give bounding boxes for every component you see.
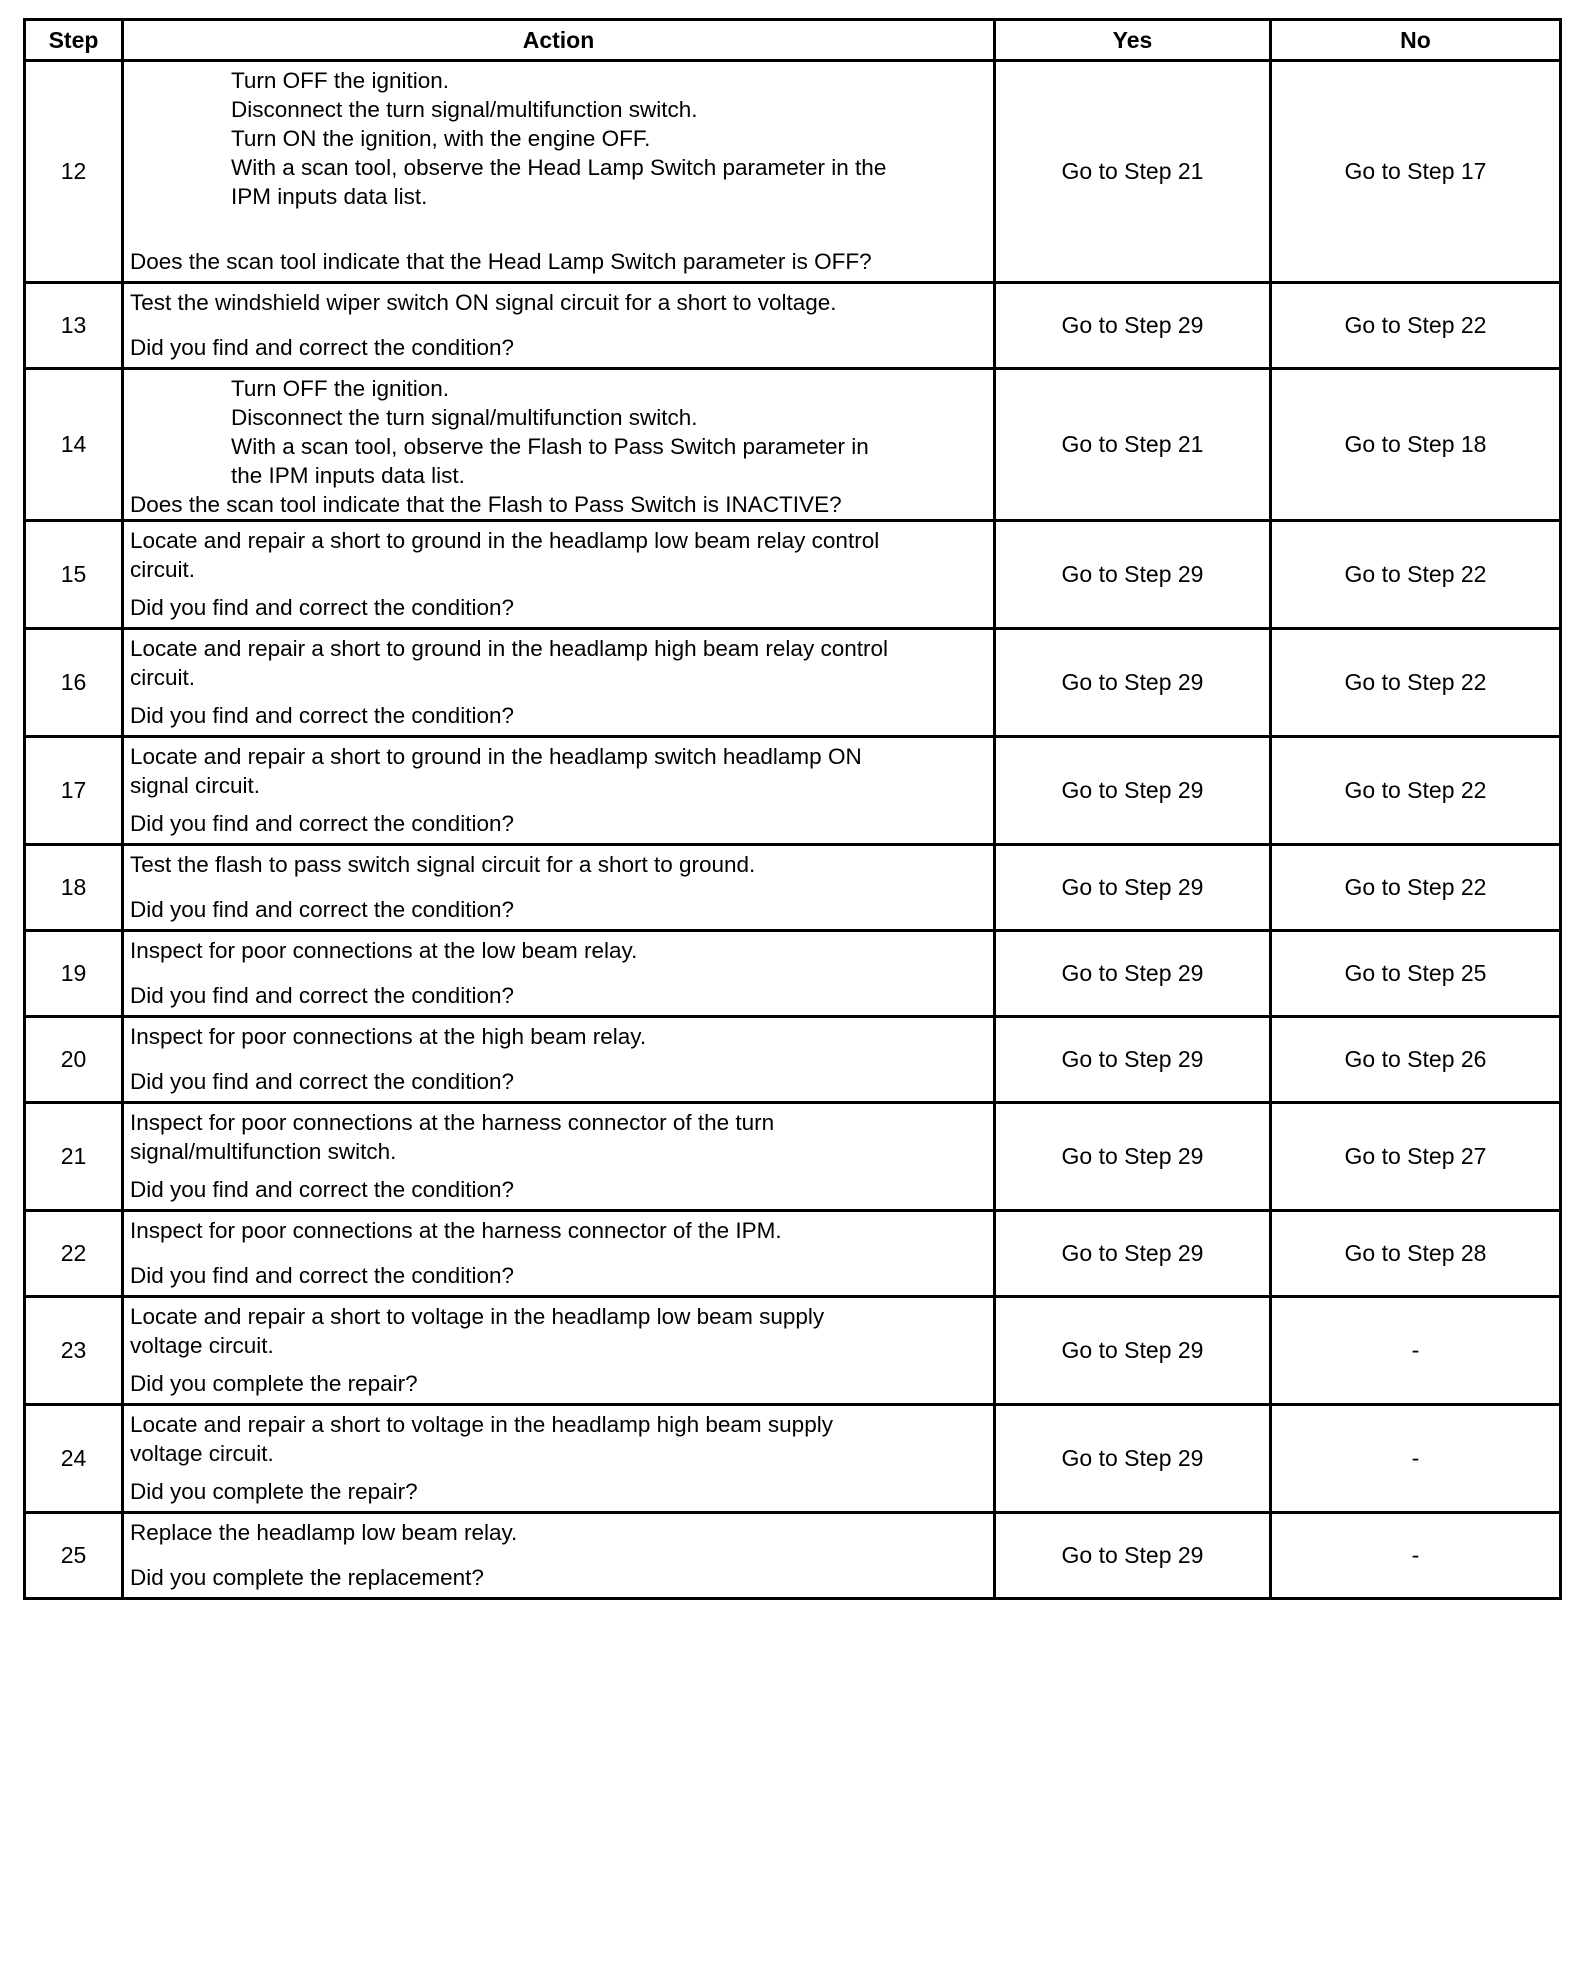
- table-row: [25, 737, 1561, 845]
- action-instruction: Replace the headlamp low beam relay.: [130, 1520, 518, 1545]
- no-result: Go to Step 27: [1271, 1103, 1561, 1211]
- header-action: Action: [123, 20, 995, 61]
- action-instruction: Test the windshield wiper switch ON signal circuit for a short to voltage.: [130, 290, 837, 315]
- yes-result: Go to Step 21: [995, 369, 1271, 521]
- action-question: Did you complete the repair?: [130, 1371, 418, 1396]
- table-row: [25, 931, 1561, 1017]
- no-result: Go to Step 22: [1271, 283, 1561, 369]
- yes-result: Go to Step 29: [995, 1297, 1271, 1405]
- yes-result: Go to Step 29: [995, 737, 1271, 845]
- action-cell: [123, 61, 995, 283]
- action-question: Did you complete the repair?: [130, 1479, 418, 1504]
- action-cell: [123, 369, 995, 521]
- table-body: [25, 61, 1561, 1599]
- action-instruction: Locate and repair a short to ground in the headlamp switch headlamp ON signal circuit.: [130, 744, 862, 798]
- action-cell: [123, 1405, 995, 1513]
- step-number: 25: [25, 1513, 123, 1599]
- table-row: [25, 61, 1561, 283]
- table-row: [25, 1297, 1561, 1405]
- step-number: 20: [25, 1017, 123, 1103]
- yes-result: Go to Step 29: [995, 1017, 1271, 1103]
- action-instruction: Inspect for poor connections at the harness connector of the turn signal/multifunction switch.: [130, 1110, 775, 1164]
- action-question: Did you find and correct the condition?: [130, 335, 514, 360]
- yes-result: Go to Step 29: [995, 521, 1271, 629]
- table-row: [25, 1017, 1561, 1103]
- action-cell: [123, 283, 995, 369]
- action-question: Did you complete the replacement?: [130, 1565, 484, 1590]
- no-result: Go to Step 17: [1271, 61, 1561, 283]
- table-row: [25, 369, 1561, 521]
- action-cell: [123, 521, 995, 629]
- no-result: -: [1271, 1405, 1561, 1513]
- action-cell: [123, 737, 995, 845]
- yes-result: Go to Step 29: [995, 1513, 1271, 1599]
- no-result: -: [1271, 1513, 1561, 1599]
- no-result: Go to Step 26: [1271, 1017, 1561, 1103]
- action-cell: [123, 629, 995, 737]
- step-number: 23: [25, 1297, 123, 1405]
- no-result: Go to Step 28: [1271, 1211, 1561, 1297]
- step-number: 21: [25, 1103, 123, 1211]
- action-instruction: Locate and repair a short to ground in the headlamp low beam relay control circuit.: [130, 528, 880, 582]
- action-question: Does the scan tool indicate that the Flash to Pass Switch is INACTIVE?: [130, 492, 842, 517]
- action-cell: [123, 1297, 995, 1405]
- table-row: [25, 1405, 1561, 1513]
- no-result: Go to Step 22: [1271, 845, 1561, 931]
- no-result: Go to Step 25: [1271, 931, 1561, 1017]
- action-question: Did you find and correct the condition?: [130, 1069, 514, 1094]
- action-instruction: Locate and repair a short to voltage in the headlamp high beam supply voltage circuit.: [130, 1412, 833, 1466]
- yes-result: Go to Step 29: [995, 629, 1271, 737]
- table-row: [25, 629, 1561, 737]
- step-number: 15: [25, 521, 123, 629]
- step-number: 24: [25, 1405, 123, 1513]
- step-number: 17: [25, 737, 123, 845]
- step-number: 14: [25, 369, 123, 521]
- action-cell: [123, 1211, 995, 1297]
- yes-result: Go to Step 29: [995, 1211, 1271, 1297]
- action-cell: [123, 845, 995, 931]
- action-question: Did you find and correct the condition?: [130, 897, 514, 922]
- action-question: Did you find and correct the condition?: [130, 1263, 514, 1288]
- action-question: Did you find and correct the condition?: [130, 983, 514, 1008]
- action-instruction: Inspect for poor connections at the low beam relay.: [130, 938, 638, 963]
- action-question: Did you find and correct the condition?: [130, 595, 514, 620]
- action-question: Did you find and correct the condition?: [130, 1177, 514, 1202]
- yes-result: Go to Step 29: [995, 931, 1271, 1017]
- step-number: 18: [25, 845, 123, 931]
- action-cell: [123, 931, 995, 1017]
- action-question: Did you find and correct the condition?: [130, 811, 514, 836]
- table-row: [25, 845, 1561, 931]
- table-row: [25, 1103, 1561, 1211]
- action-instruction: Locate and repair a short to ground in the headlamp high beam relay control circuit.: [130, 636, 888, 690]
- action-question: Does the scan tool indicate that the Head Lamp Switch parameter is OFF?: [130, 249, 872, 274]
- action-question: Did you find and correct the condition?: [130, 703, 514, 728]
- yes-result: Go to Step 29: [995, 1405, 1271, 1513]
- no-result: Go to Step 22: [1271, 521, 1561, 629]
- action-instruction: Turn OFF the ignition. Disconnect the turn signal/multifunction switch. Turn ON the ignition, with the engine OFF. With a scan tool, observe the Head Lamp Switch parameter in the IPM inputs data list.: [231, 68, 887, 209]
- action-cell: [123, 1513, 995, 1599]
- header-no: No: [1271, 20, 1561, 61]
- header-yes: Yes: [995, 20, 1271, 61]
- header-step: Step: [25, 20, 123, 61]
- no-result: Go to Step 22: [1271, 629, 1561, 737]
- action-cell: [123, 1103, 995, 1211]
- step-number: 22: [25, 1211, 123, 1297]
- diagnostic-table: [23, 18, 1562, 1600]
- table-row: [25, 1513, 1561, 1599]
- step-number: 16: [25, 629, 123, 737]
- action-instruction: Inspect for poor connections at the high beam relay.: [130, 1024, 647, 1049]
- action-instruction: Inspect for poor connections at the harness connector of the IPM.: [130, 1218, 782, 1243]
- action-instruction: Locate and repair a short to voltage in the headlamp low beam supply voltage circuit.: [130, 1304, 825, 1358]
- no-result: Go to Step 22: [1271, 737, 1561, 845]
- action-instruction: Test the flash to pass switch signal circuit for a short to ground.: [130, 852, 756, 877]
- no-result: Go to Step 18: [1271, 369, 1561, 521]
- yes-result: Go to Step 29: [995, 1103, 1271, 1211]
- step-number: 13: [25, 283, 123, 369]
- action-instruction: Turn OFF the ignition. Disconnect the turn signal/multifunction switch. With a scan tool, observe the Flash to Pass Switch parameter in the IPM inputs data list.: [231, 376, 869, 488]
- step-number: 19: [25, 931, 123, 1017]
- table-row: [25, 1211, 1561, 1297]
- header-row: [25, 20, 1561, 61]
- yes-result: Go to Step 29: [995, 845, 1271, 931]
- yes-result: Go to Step 21: [995, 61, 1271, 283]
- yes-result: Go to Step 29: [995, 283, 1271, 369]
- step-number: 12: [25, 61, 123, 283]
- table-row: [25, 283, 1561, 369]
- action-cell: [123, 1017, 995, 1103]
- table-row: [25, 521, 1561, 629]
- no-result: -: [1271, 1297, 1561, 1405]
